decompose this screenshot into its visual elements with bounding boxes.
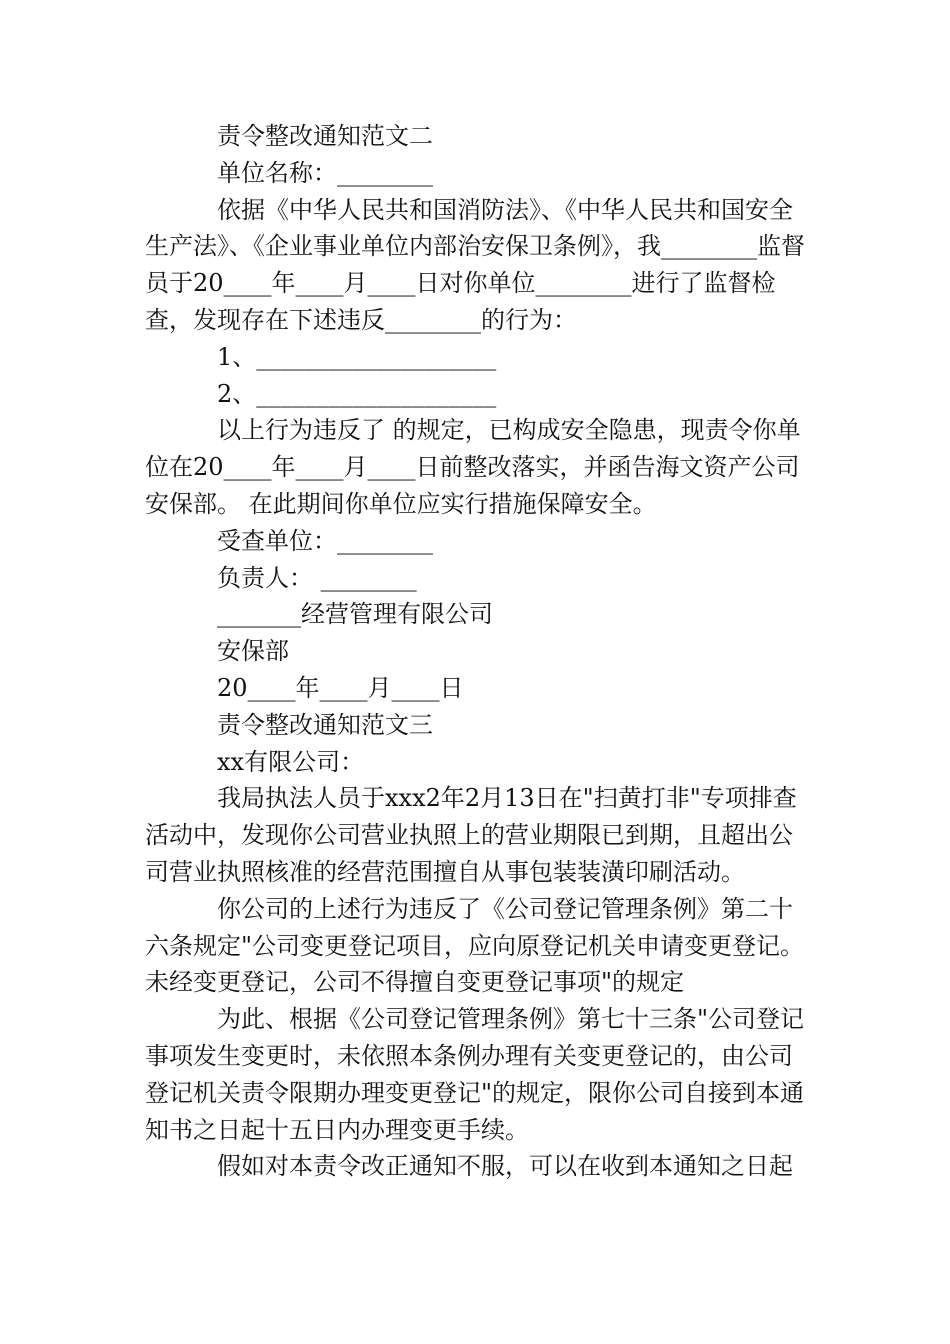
section-title-notice-two: 责令整改通知范文二 (217, 122, 433, 150)
paragraph-rectification-order: 以上行为违反了 的规定，已构成安全隐患，现责令你单位在20____年____月____日前整改落实，并函告海文资产公司安保部。 在此期间你单位应实行措施保障安全。 (145, 416, 801, 518)
section-title-notice-three: 责令整改通知范文三 (217, 710, 433, 739)
inspected-unit-line: 受查单位：________ (217, 526, 433, 555)
company-signature-line: _______经营管理有限公司 (217, 600, 493, 629)
unit-name-line: 单位名称：________ (217, 158, 433, 187)
paragraph-appeal-notice: 假如对本责令改正通知不服，可以在收到本通知之日起 (217, 1152, 793, 1181)
department-signature-line: 安保部 (217, 637, 289, 666)
paragraph-inspection-findings: 我局执法人员于xxx2年2月13日在"扫黄打非"专项排查活动中，发现你公司营业执照上的营业期限已到期，且超出公司营业执照核准的经营范围擅自从事包装装潢印刷活动。 (145, 784, 797, 886)
violation-item-1: 1、____________________ (217, 342, 497, 371)
person-in-charge-line: 负责人： ________ (217, 563, 417, 592)
addressee-line: xx有限公司： (217, 747, 365, 776)
date-line: 20____年____月____日 (217, 673, 464, 702)
paragraph-violation-regulation: 你公司的上述行为违反了《公司登记管理条例》第二十六条规定"公司变更登记项目，应向原登记机关申请变更登记。未经变更登记，公司不得擅自变更登记事项"的规定 (145, 894, 805, 997)
document-body (145, 118, 805, 1185)
violation-item-2: 2、____________________ (217, 379, 497, 408)
paragraph-legal-basis: 为此、根据《公司登记管理条例》第七十三条"公司登记事项发生变更时，未依照本条例办理有关变更登记的，由公司登记机关责令限期办理变更登记"的规定，限你公司自接到本通知书之日起十五日内办理变更手续。 (145, 1005, 805, 1144)
paragraph-inspection-basis: 依据《中华人民共和国消防法》、《中华人民共和国安全生产法》、《企业事业单位内部治安保卫条例》，我________监督员于20____年____月____日对你单位________进行了监督检查，发现存在下述违反________的行为： (145, 195, 805, 334)
